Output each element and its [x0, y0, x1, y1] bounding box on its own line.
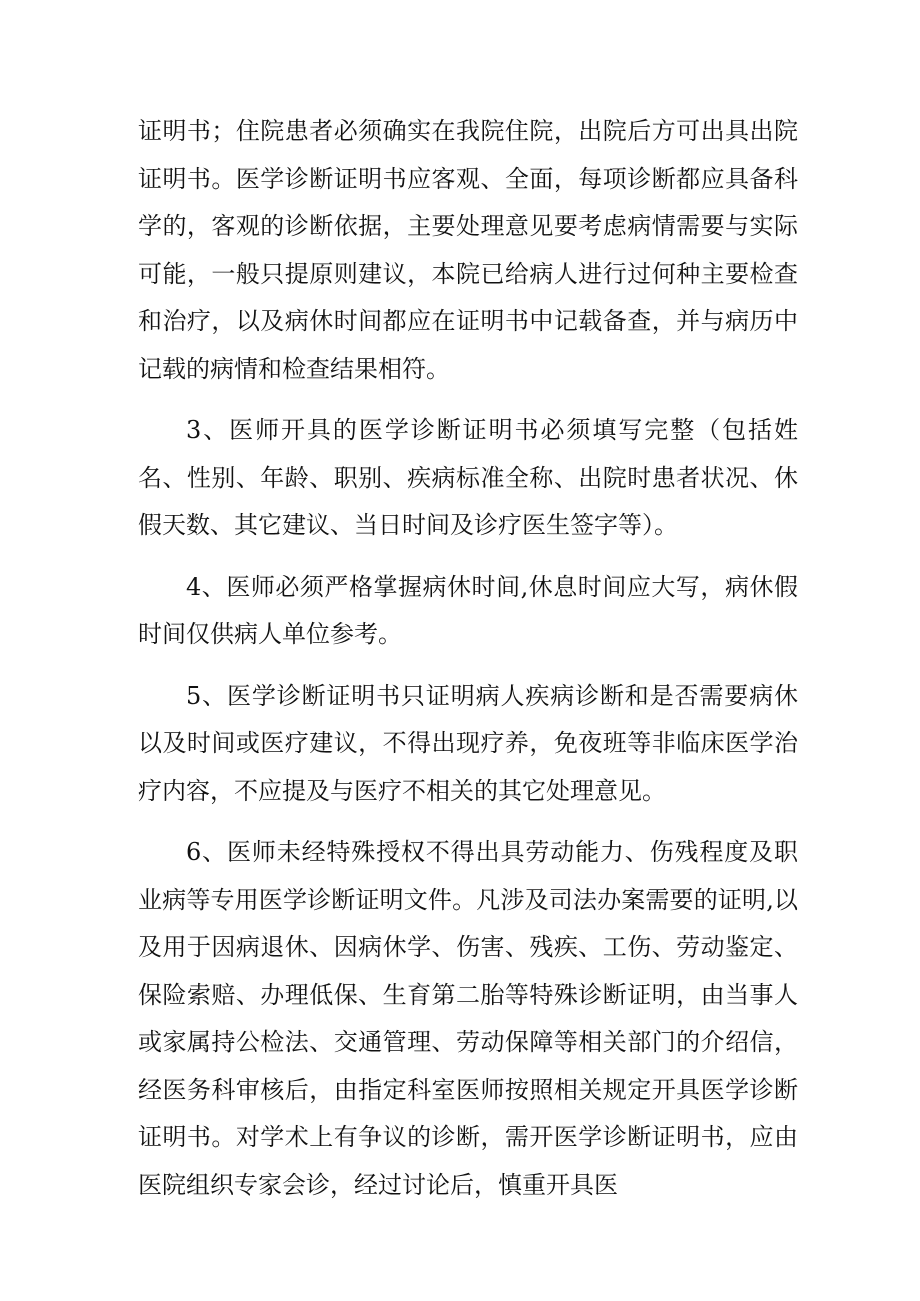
paragraph-item-4: 4、医师必须严格掌握病休时间,休息时间应大写，病休假时间仅供病人单位参考。 [138, 572, 798, 648]
paragraph-item-6: 6、医师未经特殊授权不得出具劳动能力、伤残程度及职业病等专用医学诊断证明文件。凡涉及司法办案需要的证明,以及用于因病退休、因病休学、伤害、残疾、工伤、劳动鉴定、保险索赔、办理低保、生育第二胎等特殊诊断证明，由当事人或家属持公检法、交通管理、劳动保障等相关部门的介绍信，经医务科审核后，由指定科室医师按照相关规定开具医学诊断证明书。对学术上有争议的诊断，需开医学诊断证明书，应由医院组织专家会诊，经过讨论后，慎重开具医 [138, 838, 798, 1199]
paragraph-continued: 证明书；住院患者必须确实在我院住院，出院后方可出具出院证明书。医学诊断证明书应客观、全面，每项诊断都应具备科学的，客观的诊断依据，主要处理意见要考虑病情需要与实际可能，一般只提原则建议，本院已给病人进行过何种主要检查和治疗，以及病休时间都应在证明书中记载备查，并与病历中记载的病情和检查结果相符。 [138, 117, 798, 383]
document-body [138, 108, 798, 1223]
paragraph-item-3: 3、医师开具的医学诊断证明书必须填写完整（包括姓名、性别、年龄、职别、疾病标准全称、出院时患者状况、休假天数、其它建议、当日时间及诊疗医生签字等）。 [138, 416, 798, 539]
paragraph-item-5: 5、医学诊断证明书只证明病人疾病诊断和是否需要病休以及时间或医疗建议，不得出现疗养，免夜班等非临床医学治疗内容，不应提及与医疗不相关的其它处理意见。 [138, 681, 798, 805]
